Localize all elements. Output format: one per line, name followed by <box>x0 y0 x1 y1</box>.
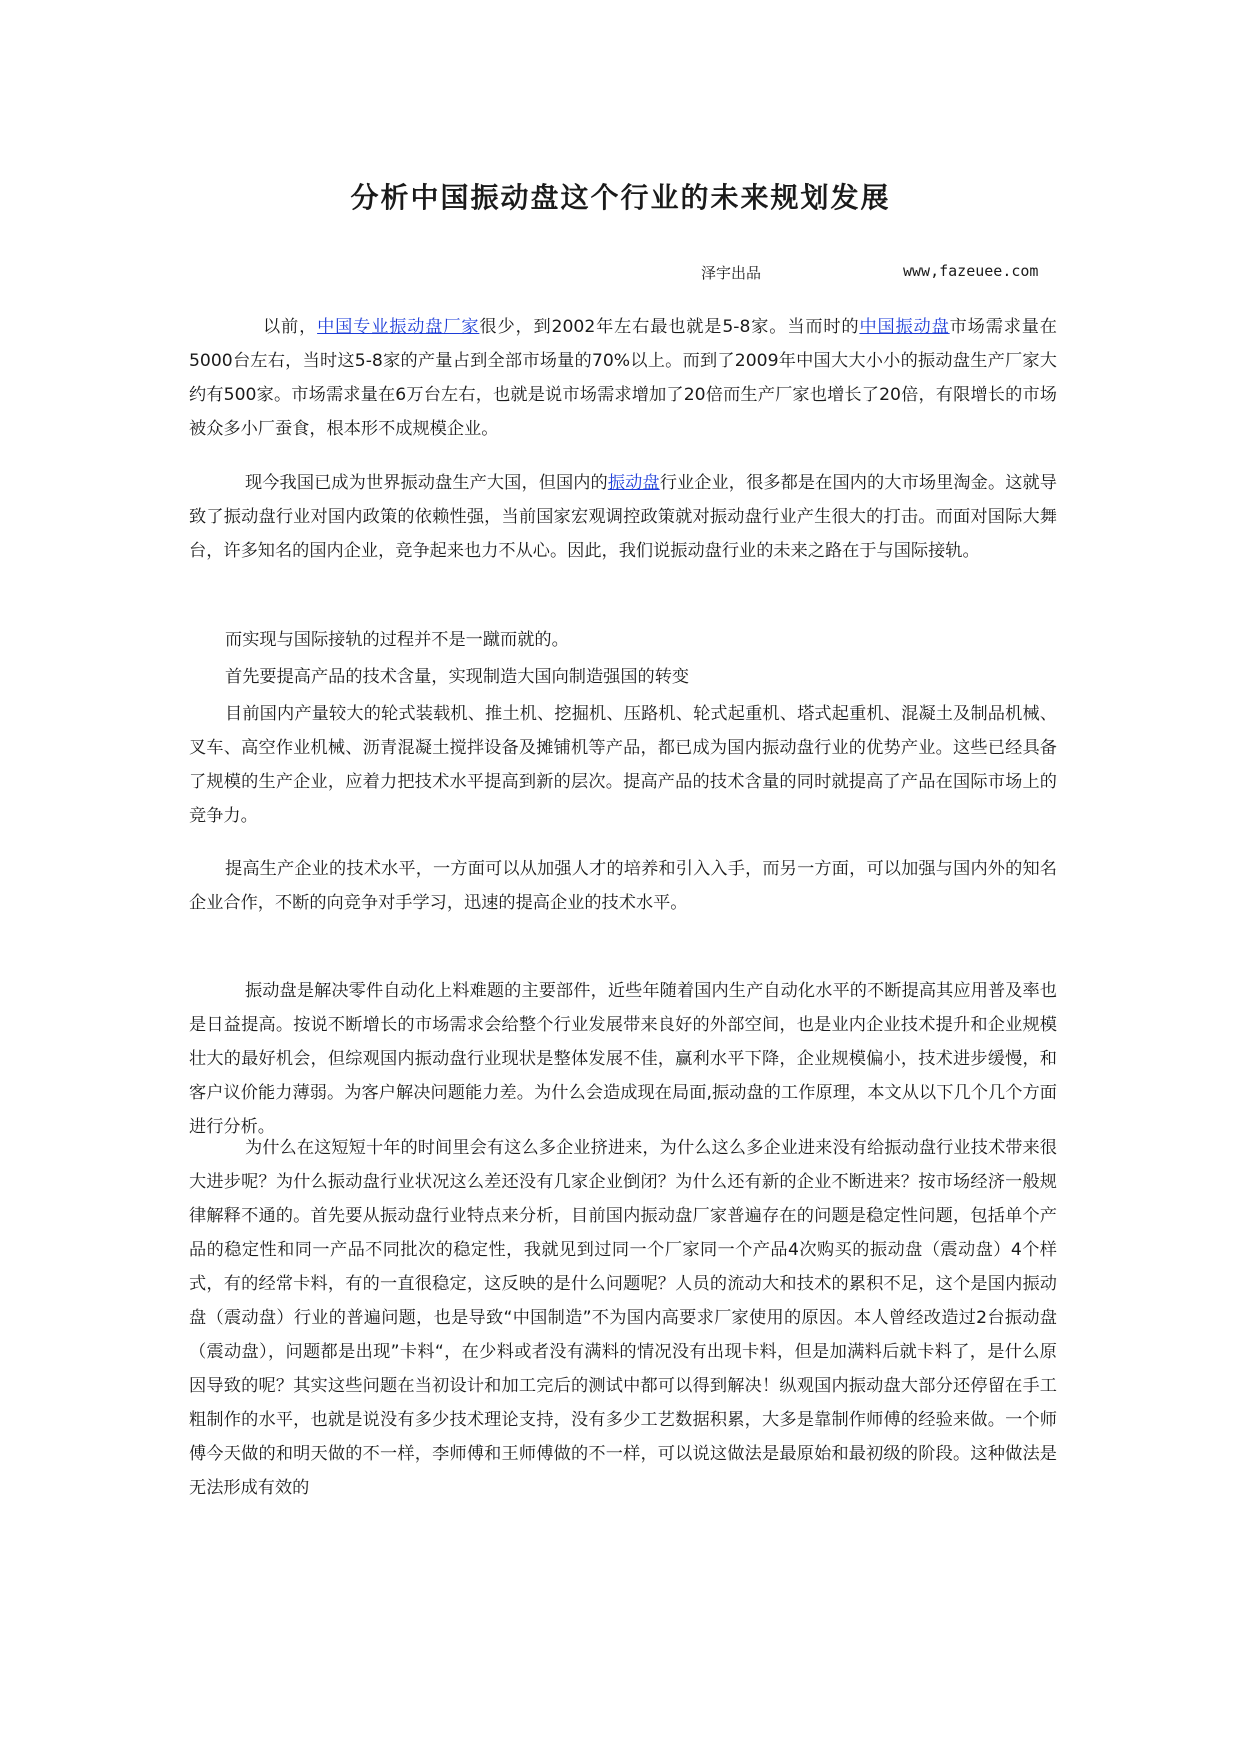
paragraph-7: 振动盘是解决零件自动化上料难题的主要部件，近些年随着国内生产自动化水平的不断提高其应用普及率也是日益提高。按说不断增长的市场需求会给整个行业发展带来良好的外部空间，也是业内企业技术提升和企业规模壮大的最好机会，但综观国内振动盘行业现状是整体发展不佳，赢利水平下降，企业规模偏小，技术进步缓慢，和客户议价能力薄弱。为客户解决问题能力差。为什么会造成现在局面,振动盘的工作原理，本文从以下几个几个方面进行分析。 <box>189 981 1057 1137</box>
link-vibratory-bowl[interactable]: 振动盘 <box>607 473 660 493</box>
paragraph-2-text-a: 现今我国已成为世界振动盘生产大国，但国内的 <box>245 473 608 493</box>
paragraph-2 <box>189 466 1057 568</box>
byline-site: www,fazeuee.com <box>903 262 1039 280</box>
paragraph-1-text-a: 以前， <box>263 317 318 337</box>
paragraph-3: 而实现与国际接轨的过程并不是一蹴而就的。 <box>225 630 569 650</box>
document-title: 分析中国振动盘这个行业的未来规划发展 <box>350 181 891 214</box>
paragraph-6: 提高生产企业的技术水平，一方面可以从加强人才的培养和引入入手，而另一方面，可以加强与国内外的知名企业合作，不断的向竞争对手学习，迅速的提高企业的技术水平。 <box>189 859 1057 913</box>
paragraph-5: 目前国内产量较大的轮式装载机、推土机、挖掘机、压路机、轮式起重机、塔式起重机、混凝土及制品机械、叉车、高空作业机械、沥青混凝土搅拌设备及摊铺机等产品，都已成为国内振动盘行业的优势产业。这些已经具备了规模的生产企业，应着力把技术水平提高到新的层次。提高产品的技术含量的同时就提高了产品在国际市场上的竞争力。 <box>189 704 1057 826</box>
byline-author: 泽宇出品 <box>701 264 762 282</box>
paragraph-1 <box>189 310 1057 446</box>
paragraph-4: 首先要提高产品的技术含量，实现制造大国向制造强国的转变 <box>225 667 690 687</box>
paragraph-8: 为什么在这短短十年的时间里会有这么多企业挤进来，为什么这么多企业进来没有给振动盘行业技术带来很大进步呢？为什么振动盘行业状况这么差还没有几家企业倒闭？为什么还有新的企业不断进来？按市场经济一般规律解释不通的。首先要从振动盘行业特点来分析，目前国内振动盘厂家普遍存在的问题是稳定性问题，包括单个产品的稳定性和同一产品不同批次的稳定性，我就见到过同一个厂家同一个产品4次购买的振动盘（震动盘）4个样式，有的经常卡料，有的一直很稳定，这反映的是什么问题呢？人员的流动大和技术的累积不足，这个是国内振动盘（震动盘）行业的普遍问题，也是导致“中国制造”不为国内高要求厂家使用的原因。本人曾经改造过2台振动盘（震动盘），问题都是出现”卡料“，在少料或者没有满料的情况没有出现卡料，但是加满料后就卡料了，是什么原因导致的呢？其实这些问题在当初设计和加工完后的测试中都可以得到解决！纵观国内振动盘大部分还停留在手工粗制作的水平，也就是说没有多少技术理论支持，没有多少工艺数据积累，大多是靠制作师傅的经验来做。一个师傅今天做的和明天做的不一样，李师傅和王师傅做的不一样，可以说这做法是最原始和最初级的阶段。这种做法是无法形成有效的 <box>189 1138 1057 1498</box>
link-china-professional-vibratory-bowl-makers[interactable]: 中国专业振动盘厂家 <box>317 317 480 337</box>
link-china-vibratory-bowl[interactable]: 中国振动盘 <box>859 317 950 337</box>
paragraph-1-text-c: 市场需求量在5000台左右，当时这5-8家的产量占到全部市场量的70%以上。而到了2009年中国大大小小的振动盘生产厂家大约有500家。市场需求量在6万台左右，也就是说市场需求增加了20倍而生产厂家也增长了20倍，有限增长的市场被众多小厂蚕食，根本形不成规模企业。 <box>189 317 1057 439</box>
paragraph-1-text-b: 很少，到2002年左右最也就是5-8家。当而时的 <box>479 317 860 337</box>
paragraph-2-text-b: 行业企业，很多都是在国内的大市场里淘金。这就导致了振动盘行业对国内政策的依赖性强，当前国家宏观调控政策就对振动盘行业产生很大的打击。而面对国际大舞台，许多知名的国内企业，竞争起来也力不从心。因此，我们说振动盘行业的未来之路在于与国际接轨。 <box>189 473 1057 561</box>
